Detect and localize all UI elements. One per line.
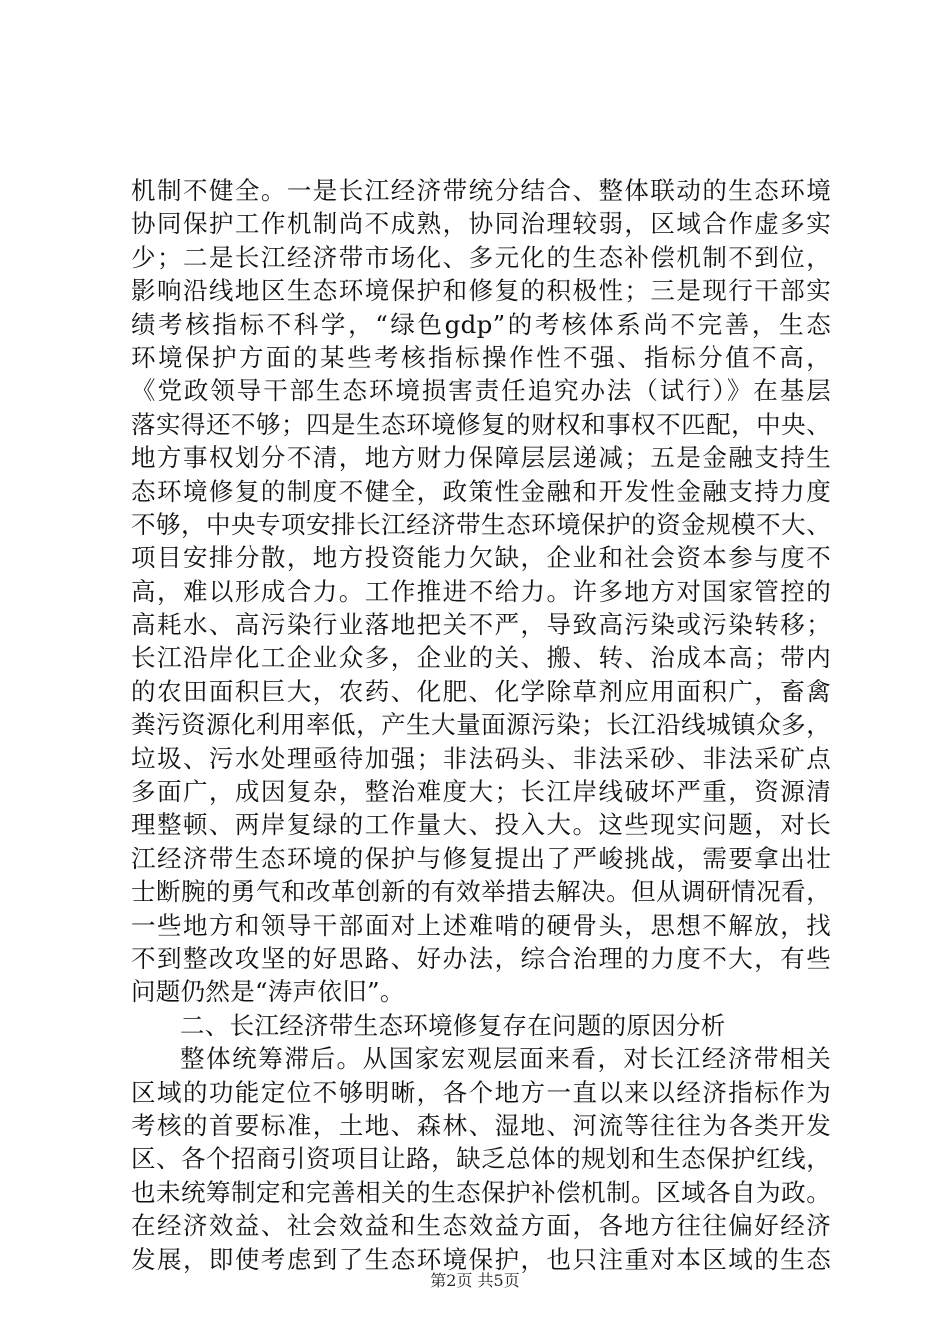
text-line: 江经济带生态环境的保护与修复提出了严峻挑战，需要拿出壮 — [131, 843, 831, 873]
text-line: 影响沿线地区生态环境保护和修复的积极性；三是现行干部实 — [131, 276, 831, 306]
text-line: 区域的功能定位不够明晰，各个地方一直以来以经济指标作为 — [131, 1077, 831, 1107]
text-line: 士断腕的勇气和改革创新的有效举措去解决。但从调研情况看， — [131, 877, 831, 907]
text-line: 垃圾、污水处理亟待加强；非法码头、非法采砂、非法采矿点 — [131, 743, 831, 773]
text-line: 理整顿、两岸复绿的工作量大、投入大。这些现实问题，对长 — [131, 810, 831, 840]
page-number-footer: 第2页 共5页 — [430, 1271, 520, 1290]
text-line: 的农田面积巨大，农药、化肥、化学除草剂应用面积广，畜禽 — [131, 676, 831, 706]
text-line: 问题仍然是“涛声依旧”。 — [131, 977, 405, 1007]
text-line: 不够，中央专项安排长江经济带生态环境保护的资金规模不大、 — [131, 509, 831, 539]
text-line: 落实得还不够；四是生态环境修复的财权和事权不匹配，中央、 — [131, 409, 831, 439]
text-line: 协同保护工作机制尚不成熟，协同治理较弱，区域合作虚多实 — [131, 209, 831, 239]
text-line: 项目安排分散，地方投资能力欠缺，企业和社会资本参与度不 — [131, 543, 831, 573]
text-line: 高，难以形成合力。工作推进不给力。许多地方对国家管控的 — [131, 576, 831, 606]
text-line: 也未统筹制定和完善相关的生态保护补偿机制。区域各自为政。 — [131, 1177, 831, 1207]
text-line: 考核的首要标准，土地、森林、湿地、河流等往往为各类开发 — [131, 1110, 831, 1140]
text-line: 《党政领导干部生态环境损害责任追究办法（试行）》在基层 — [131, 376, 831, 406]
text-line: 区、各个招商引资项目让路，缺乏总体的规划和生态保护红线， — [131, 1144, 831, 1174]
text-line: 绩考核指标不科学，“绿色gdp”的考核体系尚不完善，生态 — [131, 309, 831, 339]
text-line: 在经济效益、社会效益和生态效益方面，各地方往往偏好经济 — [131, 1211, 831, 1241]
text-line: 多面广，成因复杂，整治难度大；长江岸线破坏严重，资源清 — [131, 777, 831, 807]
document-body — [131, 174, 831, 1276]
text-line: 地方事权划分不清，地方财力保障层层递减；五是金融支持生 — [131, 443, 831, 473]
text-line: 态环境修复的制度不健全，政策性金融和开发性金融支持力度 — [131, 476, 831, 506]
text-line: 不到整改攻坚的好思路、好办法，综合治理的力度不大，有些 — [131, 943, 831, 973]
text-line: 长江沿岸化工企业众多，企业的关、搬、转、治成本高；带内 — [131, 643, 831, 673]
text-line: 环境保护方面的某些考核指标操作性不强、指标分值不高， — [131, 342, 831, 372]
text-line: 机制不健全。一是长江经济带统分结合、整体联动的生态环境 — [131, 176, 831, 205]
paragraph-first-line: 整体统筹滞后。从国家宏观层面来看，对长江经济带相关 — [180, 1044, 831, 1074]
section-heading: 二、长江经济带生态环境修复存在问题的原因分析 — [180, 1010, 726, 1040]
text-line: 发展，即使考虑到了生态环境保护，也只注重对本区域的生态 — [131, 1244, 831, 1274]
text-line: 高耗水、高污染行业落地把关不严，导致高污染或污染转移； — [131, 610, 831, 640]
text-line: 一些地方和领导干部面对上述难啃的硬骨头，思想不解放，找 — [131, 910, 831, 940]
text-line: 少；二是长江经济带市场化、多元化的生态补偿机制不到位， — [131, 242, 831, 272]
text-line: 粪污资源化利用率低，产生大量面源污染；长江沿线城镇众多， — [131, 710, 831, 740]
